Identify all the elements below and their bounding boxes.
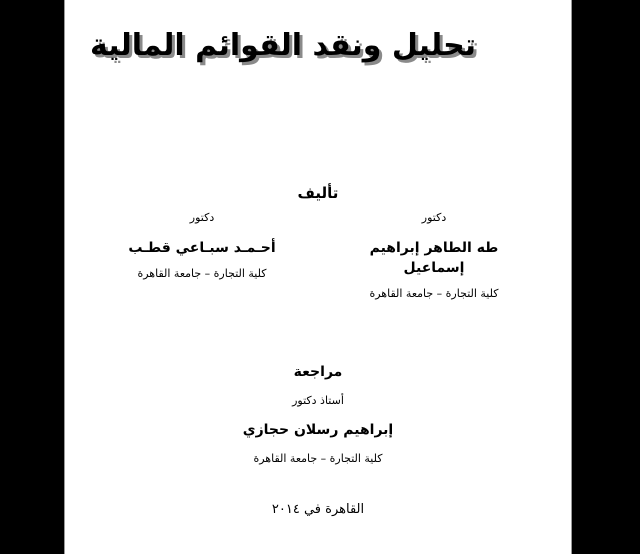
author-affiliation: كلية التجارة – جامعة القاهرة [137, 267, 267, 280]
authorship-heading: تأليف [297, 184, 339, 202]
author-rank: دكتور [189, 211, 215, 224]
reviewer-affiliation: كلية التجارة – جامعة القاهرة [253, 452, 383, 465]
author-name: طه الطاهر إبراهيم إسماعيل [369, 240, 499, 276]
author-affiliation: كلية التجارة – جامعة القاهرة [369, 287, 499, 300]
author-name: أحـمـد سبـاعي قطـب [128, 240, 276, 256]
author-second [117, 210, 287, 282]
author-rank: دكتور [421, 211, 447, 224]
reviewer-rank: أستاذ دكتور [292, 394, 344, 407]
book-title: تحليل ونقد القوائم المالية [90, 28, 476, 63]
document-page [64, 0, 572, 554]
reviewer-name: إبراهيم رسلان حجازي [242, 422, 394, 438]
author-first [349, 210, 519, 302]
place-date: القاهرة في ٢٠١٤ [271, 502, 365, 517]
review-heading: مراجعة [293, 364, 343, 380]
